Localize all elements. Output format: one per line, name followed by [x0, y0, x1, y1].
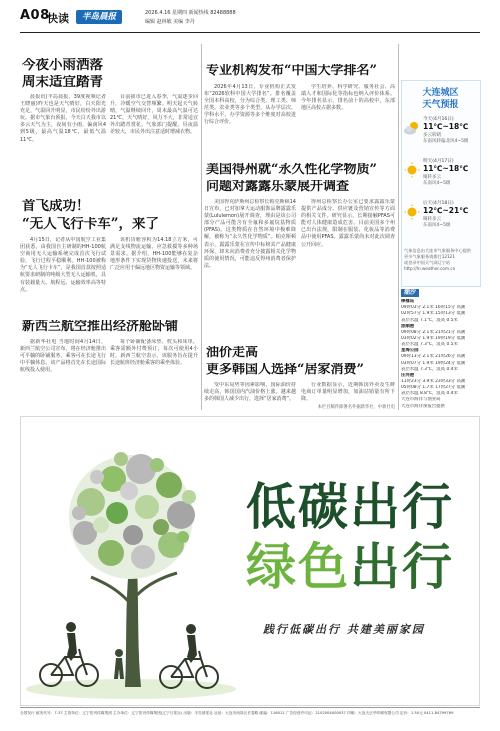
headline: 周末适宜踏青 [22, 75, 103, 90]
tide-high: 09时03分 2.1米 16时15分 高潮 [401, 305, 466, 311]
sun-cloud-icon [403, 120, 421, 136]
headline: 问题对露露乐蒙展开调查 [206, 180, 350, 194]
weather-title: 天气预报 [422, 100, 459, 110]
article-body: 2026年4月13日，专业机构正式发布“2026软科中国大学排名”。排名覆盖全国本科高校，分为综合类、理工类、师范类、农业类等多个类型，从办学层次、学科水平、办学资源等多个维度对高校进行综合评价。 [204, 84, 296, 126]
weather-info: 更多气象服务请拨打12121 [404, 254, 456, 259]
column-divider [201, 44, 202, 410]
green-travel-ad [20, 416, 480, 706]
source-note: 本栏目稿件除署名外据新华社、中新社电 [317, 405, 395, 410]
article-body: 美国得克萨斯州总检察长帕克斯顿14日宣布，已对加拿大运动服饰品牌露露乐蒙(Lululemon)展开调查，理由是该公司部分产品可能含有全氟和多氟烷基物质(PFAS)。这类物质在自然环境中极难降解，被称为“永久性化学物质”。帕克斯顿表示，露露乐蒙在宣传中标榜其产品健康环保，却未向消费者充分披露相关化学物质的使用情况，可能违反得州消费者保护法。 [204, 199, 296, 269]
cyclist-figure [66, 622, 77, 661]
tide-station-name: 庄河港 [401, 372, 415, 378]
headline: “无人飞行卡车”，来了 [22, 217, 160, 232]
weather-temp: 12℃~21℃ [423, 206, 469, 215]
sun-icon [403, 162, 421, 178]
headline: 更多韩国人选择“居家消费” [206, 363, 364, 377]
tide-title: 潮汐 [401, 289, 419, 297]
weather-wind: 东南风4~5级 [423, 223, 451, 228]
weather-title: 大连城区 [422, 88, 459, 98]
article-body: 得州总检察长办公室已要求露露乐蒙提供产品成分、供应链及营销宣传等方面的相关文件。研究显示，长期接触PFAS可能对人体健康造成危害。目前美国多个州已出台法规，限制在服装、化妆品等消费品中使用PFAS。露露乐蒙尚未对此次调查公开回应。 [301, 199, 395, 248]
tree-crown [69, 452, 196, 579]
footer-imprint: 全国发行 邮发代号：7-37 主管单位：辽宁报刊传媒集团 主办单位：辽宁报刊传媒集团(辽宁日报社) 出版：半岛晨报社 社址：大连市西岗区长春路 邮编：116011 广告经营许可证：2102004000037 印刷：大连天正华印刷有限公司 定价：1.50元 0411-84799769 [20, 711, 454, 715]
weather-condition: 晴转多云 [423, 217, 441, 222]
article-body: 行业数据显示，近期韩国外卖及生鲜电商订单量明显增加，加油站销量有所下降。 [301, 382, 395, 403]
tide-high: 09时08分 2.1米 21时21分 高潮 [401, 329, 466, 335]
weather-day-label: 明天(4月17日) [423, 159, 454, 164]
weather-info: 或登录中国天气网辽宁站 [404, 260, 451, 265]
weather-temp: 11℃~18℃ [423, 164, 469, 173]
column-divider [398, 44, 399, 410]
tide-station-name: 棒棰岛 [401, 299, 415, 304]
tide-sea: 表层水温 7.1℃，浪高 0.5米 [401, 317, 458, 323]
section-title: 快读 [47, 12, 69, 25]
article-body: 晨报讯(半岛晨报、39度视频记者 王晓丽)昨天也是天气晴好，白天阳光充足，气温回升明显，市民纷纷外出游玩。据市气象台预报，今天白天我市以多云天气为主，夜间有小雨，偏南风4到5级，最高气温18℃，最低气温11℃。 [20, 94, 106, 143]
article-body: 每个卧铺配备床垫、枕头和床单，乘客需额外付费预订，每次可使用4小时。新西兰航空表示，该服务旨在提升长途航班经济舱乘客的乘坐体验。 [110, 339, 198, 367]
tide-low: 03时02分 1.9米 19时19分 低潮 [401, 335, 466, 341]
headline: 首飞成功！ [22, 199, 90, 214]
tide-high: 11时23分 3.9米 23时33分 高潮 [401, 379, 466, 384]
article-body: 该机货舱容积为14.18立方米，可满足支线物流运输、应急救援等多种场景需求。据介绍，HH-100能够在复杂地形条件下实现货物快速投送，未来将广泛应用于偏远地区物资运输等领域。 [110, 237, 198, 272]
headline: 专业机构发布“中国大学排名” [206, 64, 377, 78]
tide-source: 大连市海洋预报台提供 [401, 403, 445, 409]
tide-high: 09时13分 2.1米 21时26分 高潮 [401, 354, 466, 360]
ad-headline-green: 绿色 [246, 537, 350, 596]
article-body: 目前我市已进入春季，气温逐步回升，冷暖空气交替频繁。明天起天气转晴，气温继续回升，周末最高气温可达21℃，天气晴好，风力不大，非常适宜外出踏青赏花。气象部门提醒，昼夜温差较大，市民外出注意适时增减衣物。 [110, 94, 198, 136]
date-line: 2026.4.16 星期四 新闻热线 82488888 [145, 10, 236, 16]
ad-tagline: 践行低碳出行 共建美丽家园 [263, 623, 425, 636]
ad-headline-line1: 低碳出行 [246, 477, 454, 536]
article-body: 受中东局势等因素影响，国际油价持续走高，韩国国内汽油价格上涨。越来越多的韩国人减少出行，选择“居家消费”。 [204, 382, 296, 403]
headline: 新西兰航空推出经济舱卧铺 [22, 320, 179, 334]
weather-day-label: 今天(4月16日) [423, 117, 454, 122]
weather-day-label: 后天(4月18日) [423, 201, 454, 206]
page-number: A08 [20, 8, 50, 23]
tide-station-name: 旅顺港 [401, 323, 415, 329]
headline: 油价走高 [206, 346, 259, 360]
tide-low: 05时08分 1.7米 17时27分 低潮 [401, 385, 466, 391]
article-body: 学生培养、科学研究、服务社会、高端人才和国际化等指标也纳入评价体系。今年排名显示，排名前十的高校中，东部地区高校占据多数。 [301, 84, 395, 112]
weather-temp: 11℃~18℃ [423, 122, 469, 131]
article-body: 据新华社电 当地时间4月14日，新西兰航空公司宣布，将在经济舱推出可平躺的卧铺服务，乘客可在长途飞行中平躺休息。该产品将首先在长途国际航线投入使用。 [20, 339, 106, 374]
tide-source: 大连市海洋与渔业局 [401, 397, 441, 403]
header-rule [20, 32, 480, 33]
cyclist-figure [186, 624, 197, 663]
sun-icon [403, 204, 421, 220]
tide-station-name: 星海公园 [401, 348, 419, 354]
tree-trunk [125, 567, 141, 687]
editor-line: 编辑 赵林敏 美编 李丹 [145, 19, 195, 25]
pedestrian-figure [114, 649, 124, 679]
ad-headline-travel: 出行 [350, 537, 454, 596]
weather-condition: 晴转多云 [423, 175, 441, 180]
tide-low: 02时57分 1.9米 15时13分 低潮 [401, 311, 466, 317]
weather-wind: 东南风转偏北风4~5级 [423, 139, 469, 144]
ad-headline-line2 [246, 539, 454, 595]
tide-sea: 表层水温 7.3℃，浪高 0.4米 [401, 366, 458, 372]
weather-condition: 多云转晴 [423, 133, 441, 138]
article-body: 4月15日，记者从中国航空工业集团获悉，由我国自主研制的HH-100航空商用无人运输系统完成首次飞行试验，飞行过程平稳顺利。HH-100被称为“无人飞行卡车”，是我国首款按照适航要求研制的吨级大型无人运输机，具有装载量大、航程远、运输效率高等特点。 [20, 237, 106, 293]
newspaper-logo: 半岛晨报 [76, 10, 122, 24]
weather-wind: 东南风4~5级 [423, 181, 451, 186]
weather-link[interactable]: http://ln.weather.com.cn [404, 266, 456, 271]
weather-info: 气象信息由大连市气象服务中心提供 [404, 248, 472, 253]
headline: 今夜小雨洒落 [22, 58, 103, 73]
tree-illustration [21, 417, 241, 705]
tide-sea: 表层水温 7.3℃，浪高 0.5米 [401, 342, 458, 348]
headline: 美国得州就“永久性化学物质” [206, 163, 377, 177]
footer-rule [20, 707, 480, 708]
tide-low: 03时07分 1.9米 19时24分 低潮 [401, 360, 466, 366]
tide-sea: 表层水温 8.8℃，浪高 0.4米 [401, 391, 458, 397]
